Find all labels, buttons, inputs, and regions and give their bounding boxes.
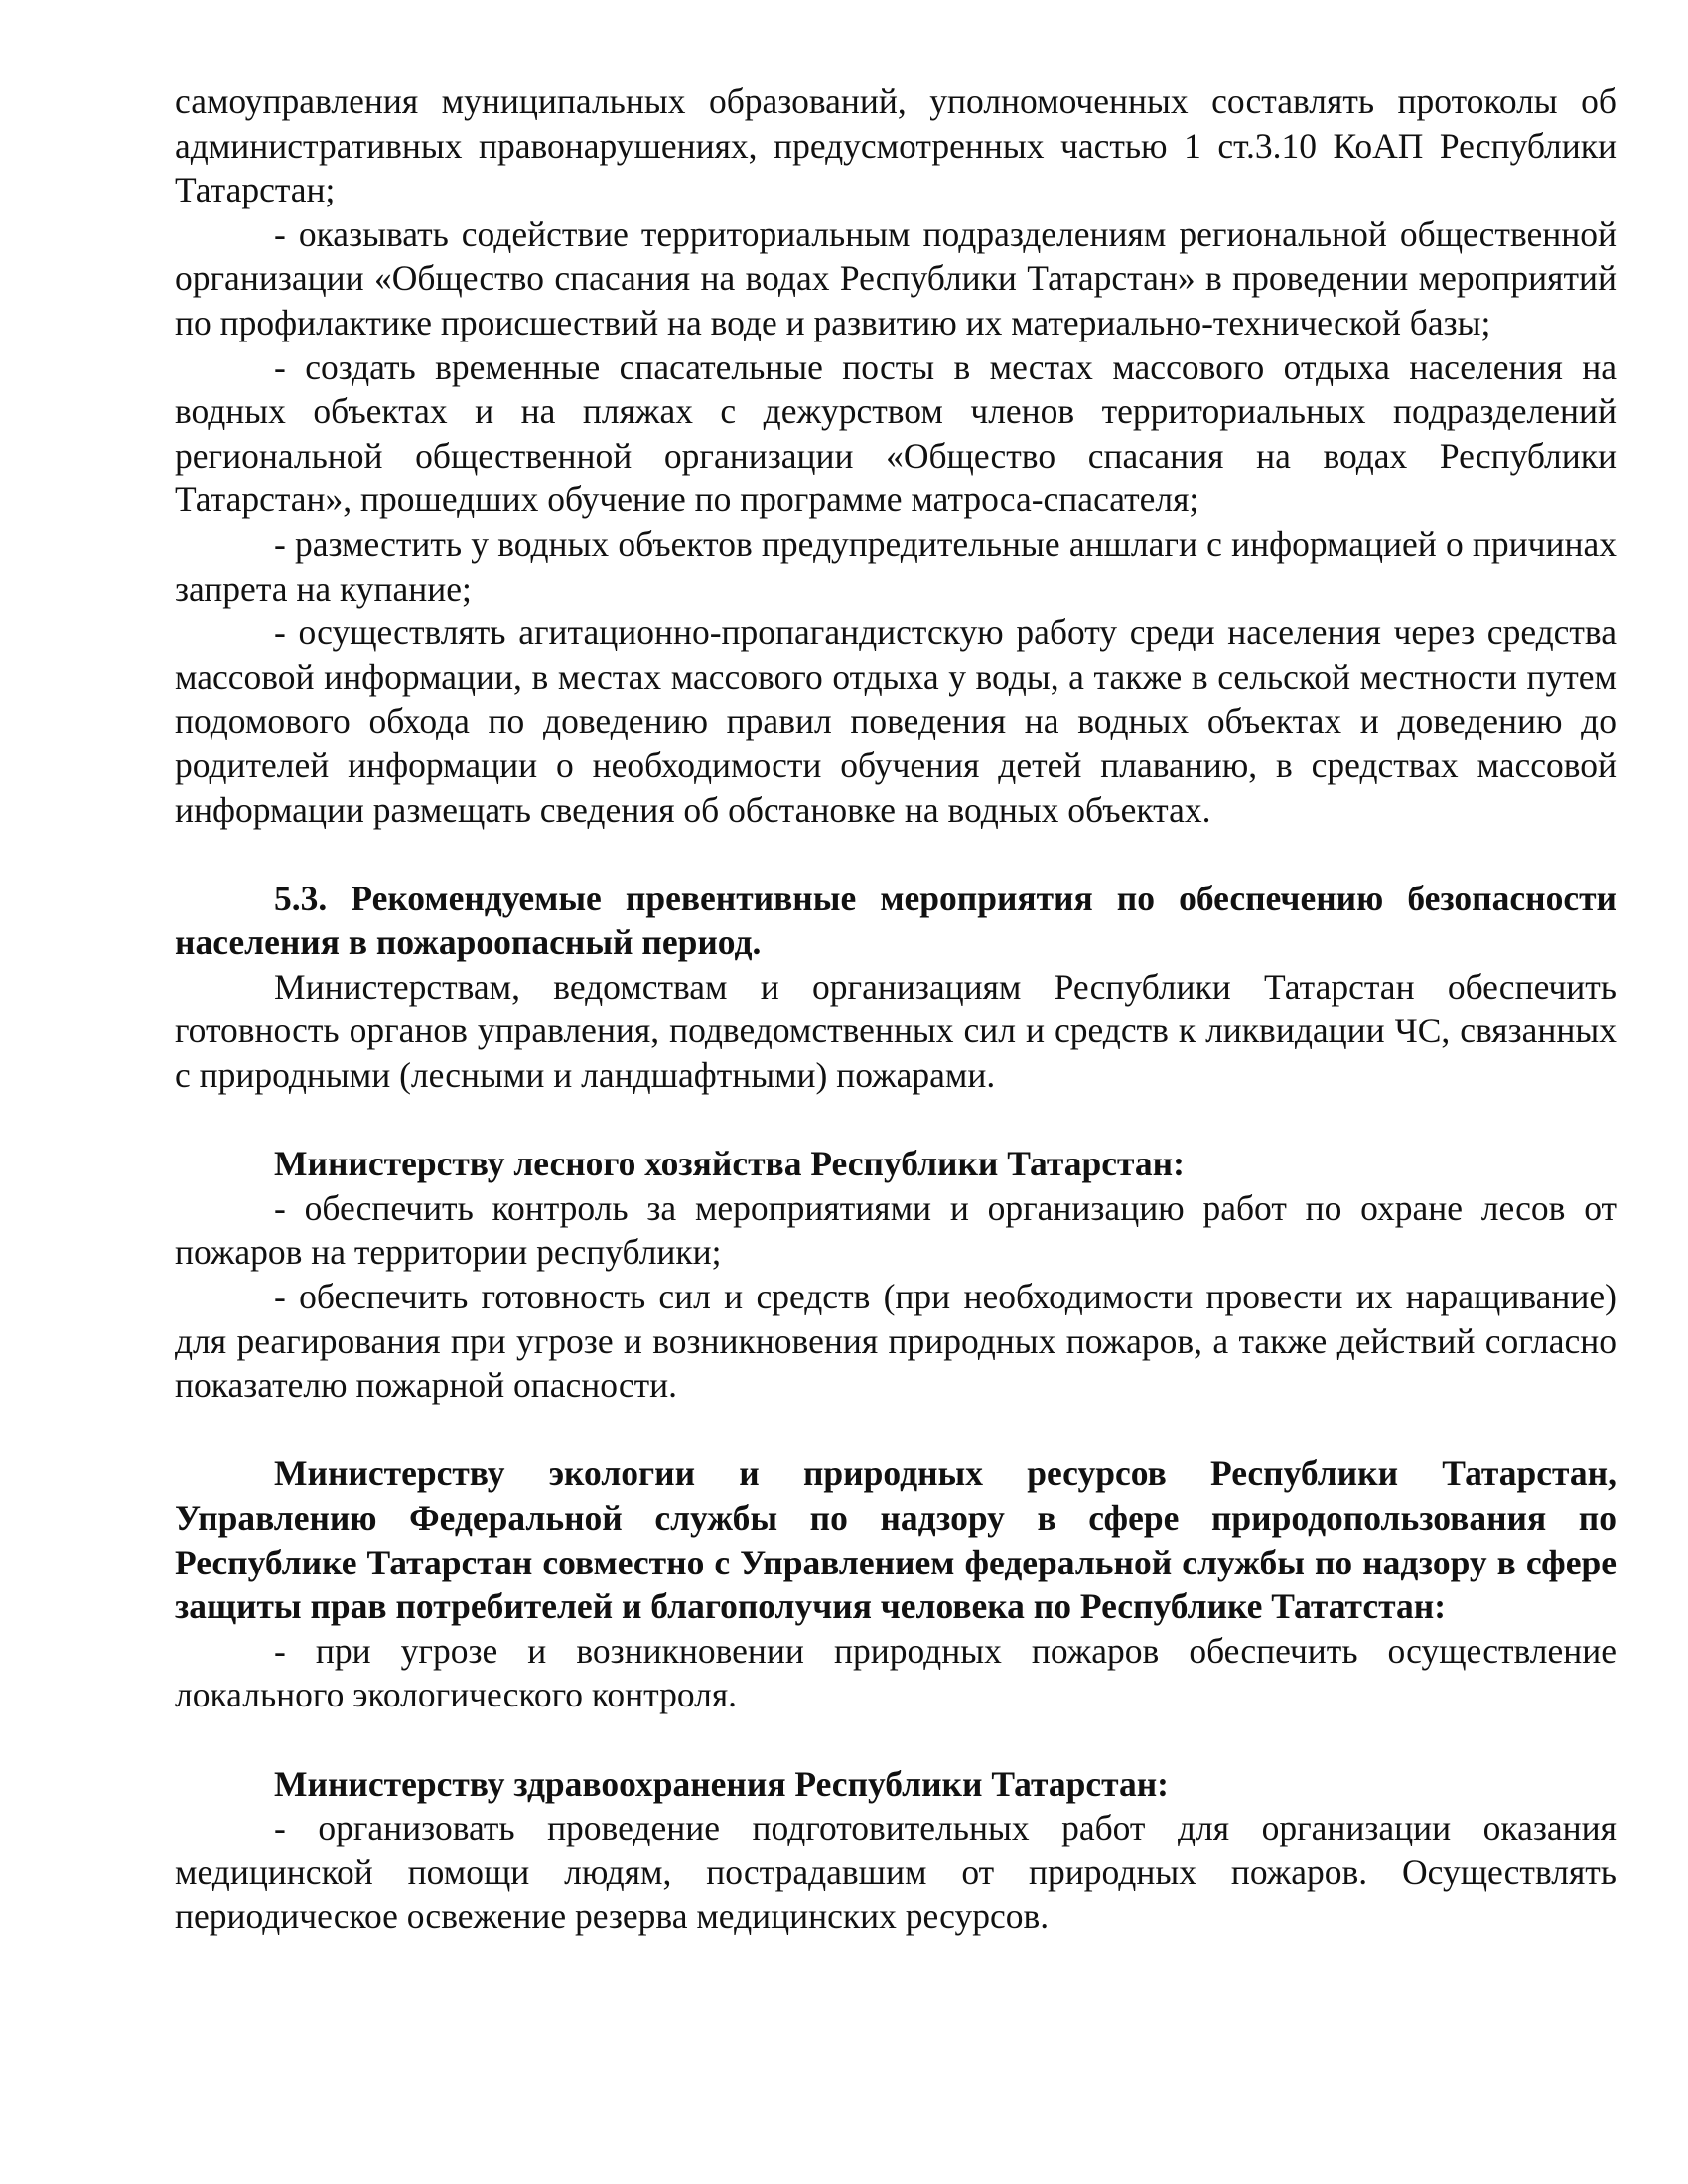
paragraph-intro: самоуправления муниципальных образований, уполномоченных составлять протоколы об административных правонарушениях, предусмотренных частью 1 ст.3.10 КоАП Республики Татарстан; [175,81,1617,210]
paragraph-forestry-1: - обеспечить контроль за мероприятиями и организацию работ по охране лесов от пожаров на территории республики; [175,1187,1617,1273]
paragraph-assist: - оказывать содействие территориальным подразделениям региональной общественной организации «Общество спасания на водах Республики Татарстан» в проведении мероприятий по профилактике происшествий на воде и развитию их материально-технической базы; [175,213,1617,342]
spacer [175,1098,1617,1143]
paragraph-agitation: - осуществлять агитационно-пропагандистскую работу среди населения через средства массовой информации, в местах массового отдыха у воды, а также в сельской местности путем подомового обхода по доведению правил поведения на водных объектах и доведению до родителей информации о необходимости обучения детей плаванию, в средствах массовой информации размещать сведения об обстановке на водных объектах. [175,613,1617,830]
paragraph-health: - организовать проведение подготовительных работ для организации оказания медицинской помощи людям, пострадавшим от природных пожаров. Осуществлять периодическое освежение резерва медицинских ресурсов. [175,1808,1617,1937]
document-page [175,79,1617,1939]
paragraph-ministries: Министерствам, ведомствам и организациям Республики Татарстан обеспечить готовность органов управления, подведомственных сил и средств к ликвидации ЧС, связанных с природными (лесными и ландшафтными) пожарами. [175,966,1617,1096]
paragraph-warning-signs: - разместить у водных объектов предупредительные аншлаги с информацией о причинах запрета на купание; [175,523,1617,609]
spacer [175,1408,1617,1452]
paragraph-rescue-posts: - создать временные спасательные посты в местах массового отдыха населения на водных объектах и на пляжах с дежурством членов территориальных подразделений региональной общественной организации «Общество спасания на водах Республики Татарстан», прошедших обучение по программе матроса-спасателя; [175,346,1617,520]
spacer [175,1717,1617,1762]
heading-ecology-ministry: Министерству экологии и природных ресурсов Республики Татарстан, Управлению Федеральной службы по надзору в сфере природопользования по Республике Татарстан совместно с Управлением федеральной службы по надзору в сфере защиты прав потребителей и благополучия человека по Республике Тататстан: [175,1453,1617,1627]
section-heading: 5.3. Рекомендуемые превентивные мероприятия по обеспечению безопасности населения в пожароопасный период. [175,878,1617,963]
heading-forestry-ministry: Министерству лесного хозяйства Республики Татарстан: [274,1144,1185,1184]
paragraph-ecology: - при угрозе и возникновении природных пожаров обеспечить осуществление локального экологического контроля. [175,1630,1617,1715]
spacer [175,832,1617,877]
paragraph-forestry-2: - обеспечить готовность сил и средств (при необходимости провести их наращивание) для реагирования при угрозе и возникновения природных пожаров, а также действий согласно показателю пожарной опасности. [175,1277,1617,1406]
heading-health-ministry: Министерству здравоохранения Республики Татарстан: [274,1763,1169,1804]
